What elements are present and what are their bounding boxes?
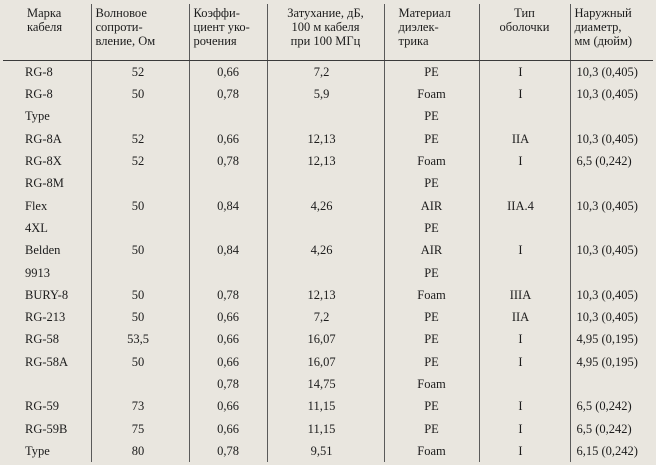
- cell-jacket-type: [479, 262, 570, 284]
- cell-cable-brand: Type: [25, 443, 50, 458]
- header-impedance: Волновое сопроти- вление, Ом: [91, 4, 189, 61]
- cell-jacket-type: I: [479, 395, 570, 417]
- table-row: [3, 329, 653, 351]
- table-row: [3, 172, 653, 194]
- cell-velocity-factor: 0,78: [189, 284, 267, 306]
- cell-outer-diameter: [570, 217, 653, 239]
- cell-cable-brand: 9913: [25, 265, 50, 280]
- cell-attenuation: 11,15: [267, 395, 384, 417]
- cell-dielectric: PE: [384, 106, 479, 128]
- cell-dielectric: Foam: [384, 83, 479, 105]
- cell-velocity-factor: [189, 217, 267, 239]
- table-row: [3, 61, 653, 84]
- cell-outer-diameter: 10,3 (0,405): [570, 61, 653, 84]
- cell-dielectric: PE: [384, 217, 479, 239]
- cell-velocity-factor: 0,66: [189, 395, 267, 417]
- table-row: [3, 195, 653, 217]
- header-outer-diameter: Наружный диаметр, мм (дюйм): [570, 4, 653, 61]
- table-row: [3, 395, 653, 417]
- cell-cable-brand: RG-213: [25, 310, 66, 325]
- cell-attenuation: 16,07: [267, 329, 384, 351]
- cell-dielectric: AIR: [384, 195, 479, 217]
- cell-impedance: [91, 373, 189, 395]
- cell-jacket-type: I: [479, 150, 570, 172]
- cell-jacket-type: I: [479, 83, 570, 105]
- cell-jacket-type: IIA.4: [479, 195, 570, 217]
- cell-dielectric: PE: [384, 61, 479, 84]
- cell-cable-brand: 4XL: [25, 220, 48, 235]
- cell-cable-brand: RG-58A: [25, 354, 69, 369]
- cell-jacket-type: [479, 217, 570, 239]
- cell-velocity-factor: 0,66: [189, 128, 267, 150]
- cell-velocity-factor: 0,66: [189, 306, 267, 328]
- table-row: [3, 306, 653, 328]
- table-row: [3, 150, 653, 172]
- table-row: [3, 83, 653, 105]
- table-row: [3, 239, 653, 261]
- cell-velocity-factor: [189, 172, 267, 194]
- cell-impedance: 80: [91, 440, 189, 462]
- table-row: [3, 217, 653, 239]
- cell-cable-brand: RG-8M: [25, 176, 64, 191]
- cell-outer-diameter: [570, 262, 653, 284]
- cell-impedance: 75: [91, 418, 189, 440]
- header-attenuation: Затухание, дБ, 100 м кабеля при 100 МГц: [267, 4, 384, 61]
- table-row: [3, 284, 653, 306]
- cell-outer-diameter: 10,3 (0,405): [570, 239, 653, 261]
- cell-attenuation: 4,26: [267, 195, 384, 217]
- cell-velocity-factor: 0,78: [189, 373, 267, 395]
- cell-impedance: 50: [91, 351, 189, 373]
- cell-outer-diameter: 10,3 (0,405): [570, 83, 653, 105]
- table-row: [3, 440, 653, 462]
- cell-jacket-type: [479, 172, 570, 194]
- cell-velocity-factor: 0,78: [189, 150, 267, 172]
- cell-outer-diameter: 10,3 (0,405): [570, 284, 653, 306]
- cell-impedance: 52: [91, 61, 189, 84]
- cell-attenuation: [267, 262, 384, 284]
- cell-velocity-factor: [189, 106, 267, 128]
- cell-impedance: 50: [91, 195, 189, 217]
- cell-cable-brand: Belden: [25, 243, 61, 258]
- cell-outer-diameter: 10,3 (0,405): [570, 128, 653, 150]
- table-body: [3, 61, 653, 463]
- cell-velocity-factor: 0,84: [189, 195, 267, 217]
- cell-velocity-factor: 0,66: [189, 351, 267, 373]
- cell-velocity-factor: 0,66: [189, 329, 267, 351]
- cell-jacket-type: IIA: [479, 128, 570, 150]
- cell-attenuation: 5,9: [267, 83, 384, 105]
- table-row: [3, 106, 653, 128]
- cell-jacket-type: I: [479, 418, 570, 440]
- table-row: [3, 418, 653, 440]
- cell-jacket-type: [479, 373, 570, 395]
- cell-jacket-type: I: [479, 61, 570, 84]
- cell-attenuation: [267, 106, 384, 128]
- cell-dielectric: Foam: [384, 150, 479, 172]
- cell-attenuation: 12,13: [267, 128, 384, 150]
- cell-dielectric: Foam: [384, 440, 479, 462]
- cell-outer-diameter: 6,5 (0,242): [570, 395, 653, 417]
- cell-dielectric: PE: [384, 418, 479, 440]
- cell-impedance: 52: [91, 128, 189, 150]
- cell-dielectric: Foam: [384, 284, 479, 306]
- cell-jacket-type: I: [479, 351, 570, 373]
- header-dielectric-material: Материал диэлек- трика: [384, 4, 479, 61]
- cell-attenuation: 9,51: [267, 440, 384, 462]
- cell-cable-brand: [3, 373, 91, 395]
- cell-jacket-type: I: [479, 239, 570, 261]
- cell-cable-brand: RG-8X: [25, 154, 62, 169]
- cell-dielectric: Foam: [384, 373, 479, 395]
- cell-dielectric: PE: [384, 306, 479, 328]
- cell-cable-brand: Flex: [25, 198, 48, 213]
- cell-impedance: [91, 172, 189, 194]
- cell-impedance: 50: [91, 306, 189, 328]
- cell-jacket-type: I: [479, 329, 570, 351]
- cell-dielectric: PE: [384, 351, 479, 373]
- cell-attenuation: 7,2: [267, 61, 384, 84]
- table-header: [3, 4, 653, 61]
- cell-velocity-factor: 0,78: [189, 440, 267, 462]
- cell-dielectric: PE: [384, 172, 479, 194]
- cell-cable-brand: Type: [25, 109, 50, 124]
- cell-dielectric: PE: [384, 329, 479, 351]
- cell-dielectric: AIR: [384, 239, 479, 261]
- cell-outer-diameter: [570, 172, 653, 194]
- header-velocity-factor: Коэффи- циент уко- рочения: [189, 4, 267, 61]
- cell-velocity-factor: [189, 262, 267, 284]
- cell-cable-brand: RG-59B: [25, 421, 68, 436]
- cell-attenuation: 12,13: [267, 150, 384, 172]
- cell-jacket-type: [479, 106, 570, 128]
- cell-outer-diameter: 10,3 (0,405): [570, 195, 653, 217]
- cell-dielectric: PE: [384, 128, 479, 150]
- header-cable-brand: Марка кабеля: [3, 4, 91, 61]
- cell-dielectric: PE: [384, 262, 479, 284]
- cell-outer-diameter: 6,5 (0,242): [570, 150, 653, 172]
- cell-attenuation: 14,75: [267, 373, 384, 395]
- cell-outer-diameter: 4,95 (0,195): [570, 329, 653, 351]
- cell-impedance: 53,5: [91, 329, 189, 351]
- cell-attenuation: 11,15: [267, 418, 384, 440]
- cell-impedance: 50: [91, 83, 189, 105]
- cell-outer-diameter: 6,5 (0,242): [570, 418, 653, 440]
- cell-dielectric: PE: [384, 395, 479, 417]
- table-row: [3, 373, 653, 395]
- cell-cable-brand: RG-8: [25, 64, 53, 79]
- table-row: [3, 262, 653, 284]
- cell-cable-brand: RG-8A: [25, 131, 62, 146]
- cell-jacket-type: IIA: [479, 306, 570, 328]
- cell-velocity-factor: 0,78: [189, 83, 267, 105]
- table-row: [3, 128, 653, 150]
- cell-cable-brand: RG-59: [25, 399, 60, 414]
- cell-impedance: 50: [91, 284, 189, 306]
- cell-cable-brand: RG-58: [25, 332, 60, 347]
- cell-attenuation: 12,13: [267, 284, 384, 306]
- cell-attenuation: 16,07: [267, 351, 384, 373]
- cell-attenuation: 7,2: [267, 306, 384, 328]
- cell-velocity-factor: 0,84: [189, 239, 267, 261]
- cell-impedance: 73: [91, 395, 189, 417]
- cell-attenuation: [267, 172, 384, 194]
- cell-cable-brand: BURY-8: [25, 287, 69, 302]
- header-row: [3, 4, 653, 61]
- cell-outer-diameter: 10,3 (0,405): [570, 306, 653, 328]
- cell-jacket-type: I: [479, 440, 570, 462]
- cell-velocity-factor: 0,66: [189, 61, 267, 84]
- cell-jacket-type: IIIA: [479, 284, 570, 306]
- cell-attenuation: [267, 217, 384, 239]
- table-row: [3, 351, 653, 373]
- cell-outer-diameter: [570, 106, 653, 128]
- cell-outer-diameter: [570, 373, 653, 395]
- cell-impedance: [91, 262, 189, 284]
- cell-impedance: 50: [91, 239, 189, 261]
- cell-attenuation: 4,26: [267, 239, 384, 261]
- cell-impedance: [91, 217, 189, 239]
- cell-impedance: [91, 106, 189, 128]
- cell-impedance: 52: [91, 150, 189, 172]
- cable-spec-table: [3, 4, 653, 462]
- cell-velocity-factor: 0,66: [189, 418, 267, 440]
- cell-outer-diameter: 4,95 (0,195): [570, 351, 653, 373]
- cell-outer-diameter: 6,15 (0,242): [570, 440, 653, 462]
- cell-cable-brand: RG-8: [25, 87, 53, 102]
- header-jacket-type: Тип оболочки: [479, 4, 570, 61]
